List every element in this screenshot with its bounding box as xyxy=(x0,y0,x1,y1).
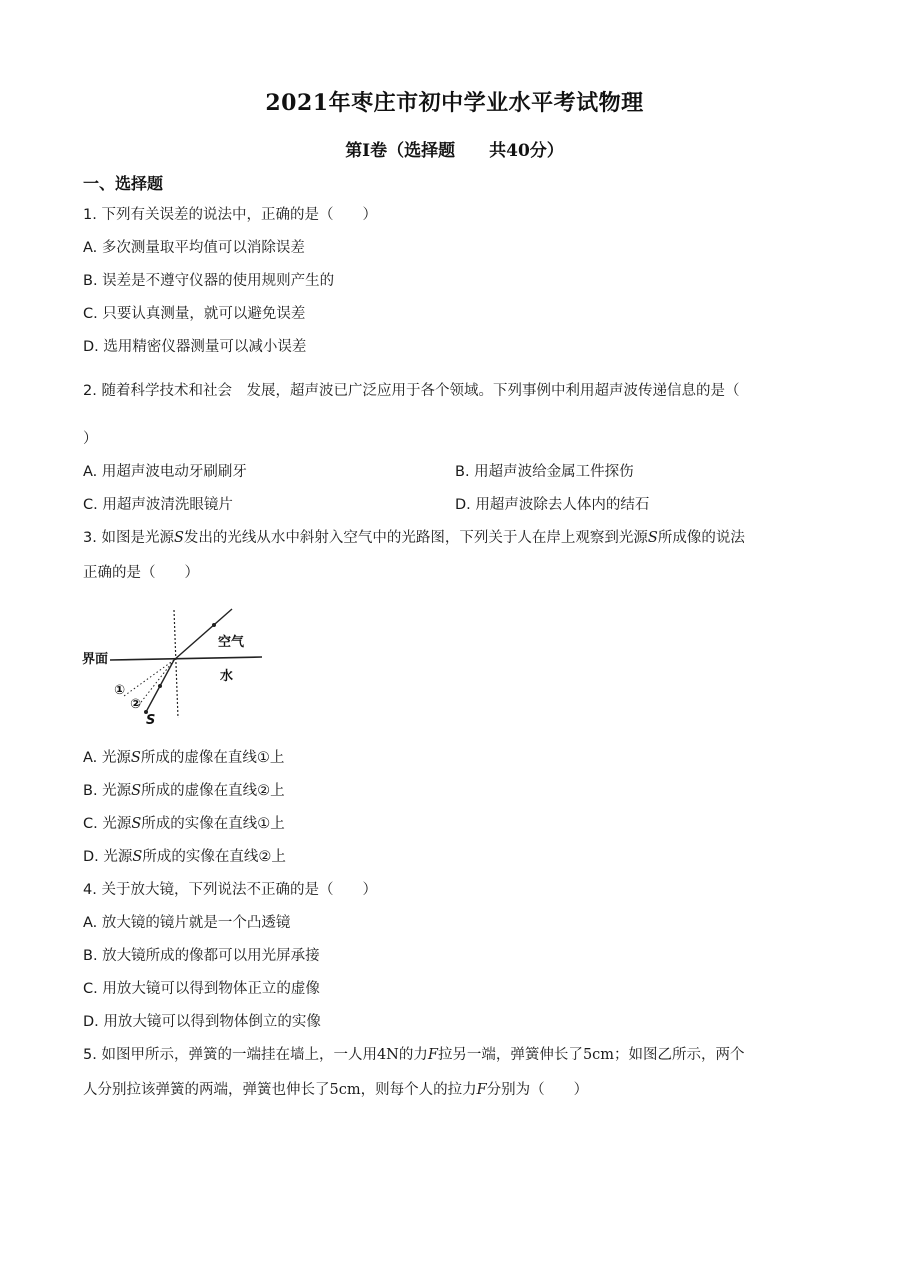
normal-line xyxy=(174,610,178,718)
q1-option-a: A. 多次测量取平均值可以消除误差 xyxy=(83,240,305,256)
q3-option-d: D. 光源S所成的实像在直线②上 xyxy=(83,849,286,865)
q2-option-b: B. 用超声波给金属工件探伤 xyxy=(455,464,634,480)
var-s: S xyxy=(647,530,658,546)
dotted-line-2 xyxy=(138,660,174,706)
q3-stem-line2: 正确的是（ ） xyxy=(83,565,199,581)
label-line-1: ① xyxy=(114,683,126,698)
q3-option-a: A. 光源S所成的虚像在直线①上 xyxy=(83,750,285,766)
q2-option-d: D. 用超声波除去人体内的结石 xyxy=(455,497,650,513)
label-line-2: ② xyxy=(130,697,142,712)
q1-stem: 1. 下列有关误差的说法中，正确的是（ ） xyxy=(83,207,377,223)
q4-option-c: C. 用放大镜可以得到物体正立的虚像 xyxy=(83,981,320,997)
ray-arrow-dot xyxy=(212,623,216,627)
dotted-line-1 xyxy=(124,660,174,696)
label-water: 水 xyxy=(220,669,234,684)
refraction-diagram xyxy=(80,604,270,729)
q3-option-c: C. 光源S所成的实像在直线①上 xyxy=(83,816,285,832)
q4-stem: 4. 关于放大镜，下列说法不正确的是（ ） xyxy=(83,882,377,898)
interface-line xyxy=(110,657,262,660)
q2-stem-line2: ） xyxy=(83,431,98,447)
q1-option-d: D. 选用精密仪器测量可以减小误差 xyxy=(83,339,307,355)
q2-option-c: C. 用超声波清洗眼镜片 xyxy=(83,497,233,513)
q5-stem-line2: 人分别拉该弹簧的两端，弹簧也伸长了5cm，则每个人的拉力F分别为（ ） xyxy=(83,1082,589,1098)
exam-subtitle: 第Ⅰ卷（选择题 共40分） xyxy=(345,141,564,161)
section-heading: 一、选择题 xyxy=(83,174,164,193)
q1-option-c: C. 只要认真测量，就可以避免误差 xyxy=(83,306,306,322)
label-source: S xyxy=(146,713,156,728)
label-air: 空气 xyxy=(218,635,245,650)
q4-option-a: A. 放大镜的镜片就是一个凸透镜 xyxy=(83,915,291,931)
q1-option-b: B. 误差是不遵守仪器的使用规则产生的 xyxy=(83,273,335,289)
q4-option-d: D. 用放大镜可以得到物体倒立的实像 xyxy=(83,1014,321,1030)
q3-option-b: B. 光源S所成的虚像在直线②上 xyxy=(83,783,285,799)
var-s: S xyxy=(173,530,184,546)
label-interface: 界面 xyxy=(82,652,109,667)
q2-option-a: A. 用超声波电动牙刷刷牙 xyxy=(83,464,247,480)
q5-stem-line1: 5. 如图甲所示，弹簧的一端挂在墙上，一人用4N的力F拉另一端，弹簧伸长了5cm；如图乙所示，两个 xyxy=(83,1047,745,1063)
q4-option-b: B. 放大镜所成的像都可以用光屏承接 xyxy=(83,948,320,964)
ray-arrow-dot xyxy=(158,684,162,688)
exam-title: 2021年枣庄市初中学业水平考试物理 xyxy=(265,90,644,116)
q2-stem-line1: 2. 随着科学技术和社会 发展，超声波已广泛应用于各个领域。下列事例中利用超声波传递信息的是（ xyxy=(83,383,740,399)
q3-stem-line1: 3. 如图是光源S发出的光线从水中斜射入空气中的光路图，下列关于人在岸上观察到光源S所成像的说法 xyxy=(83,530,745,546)
